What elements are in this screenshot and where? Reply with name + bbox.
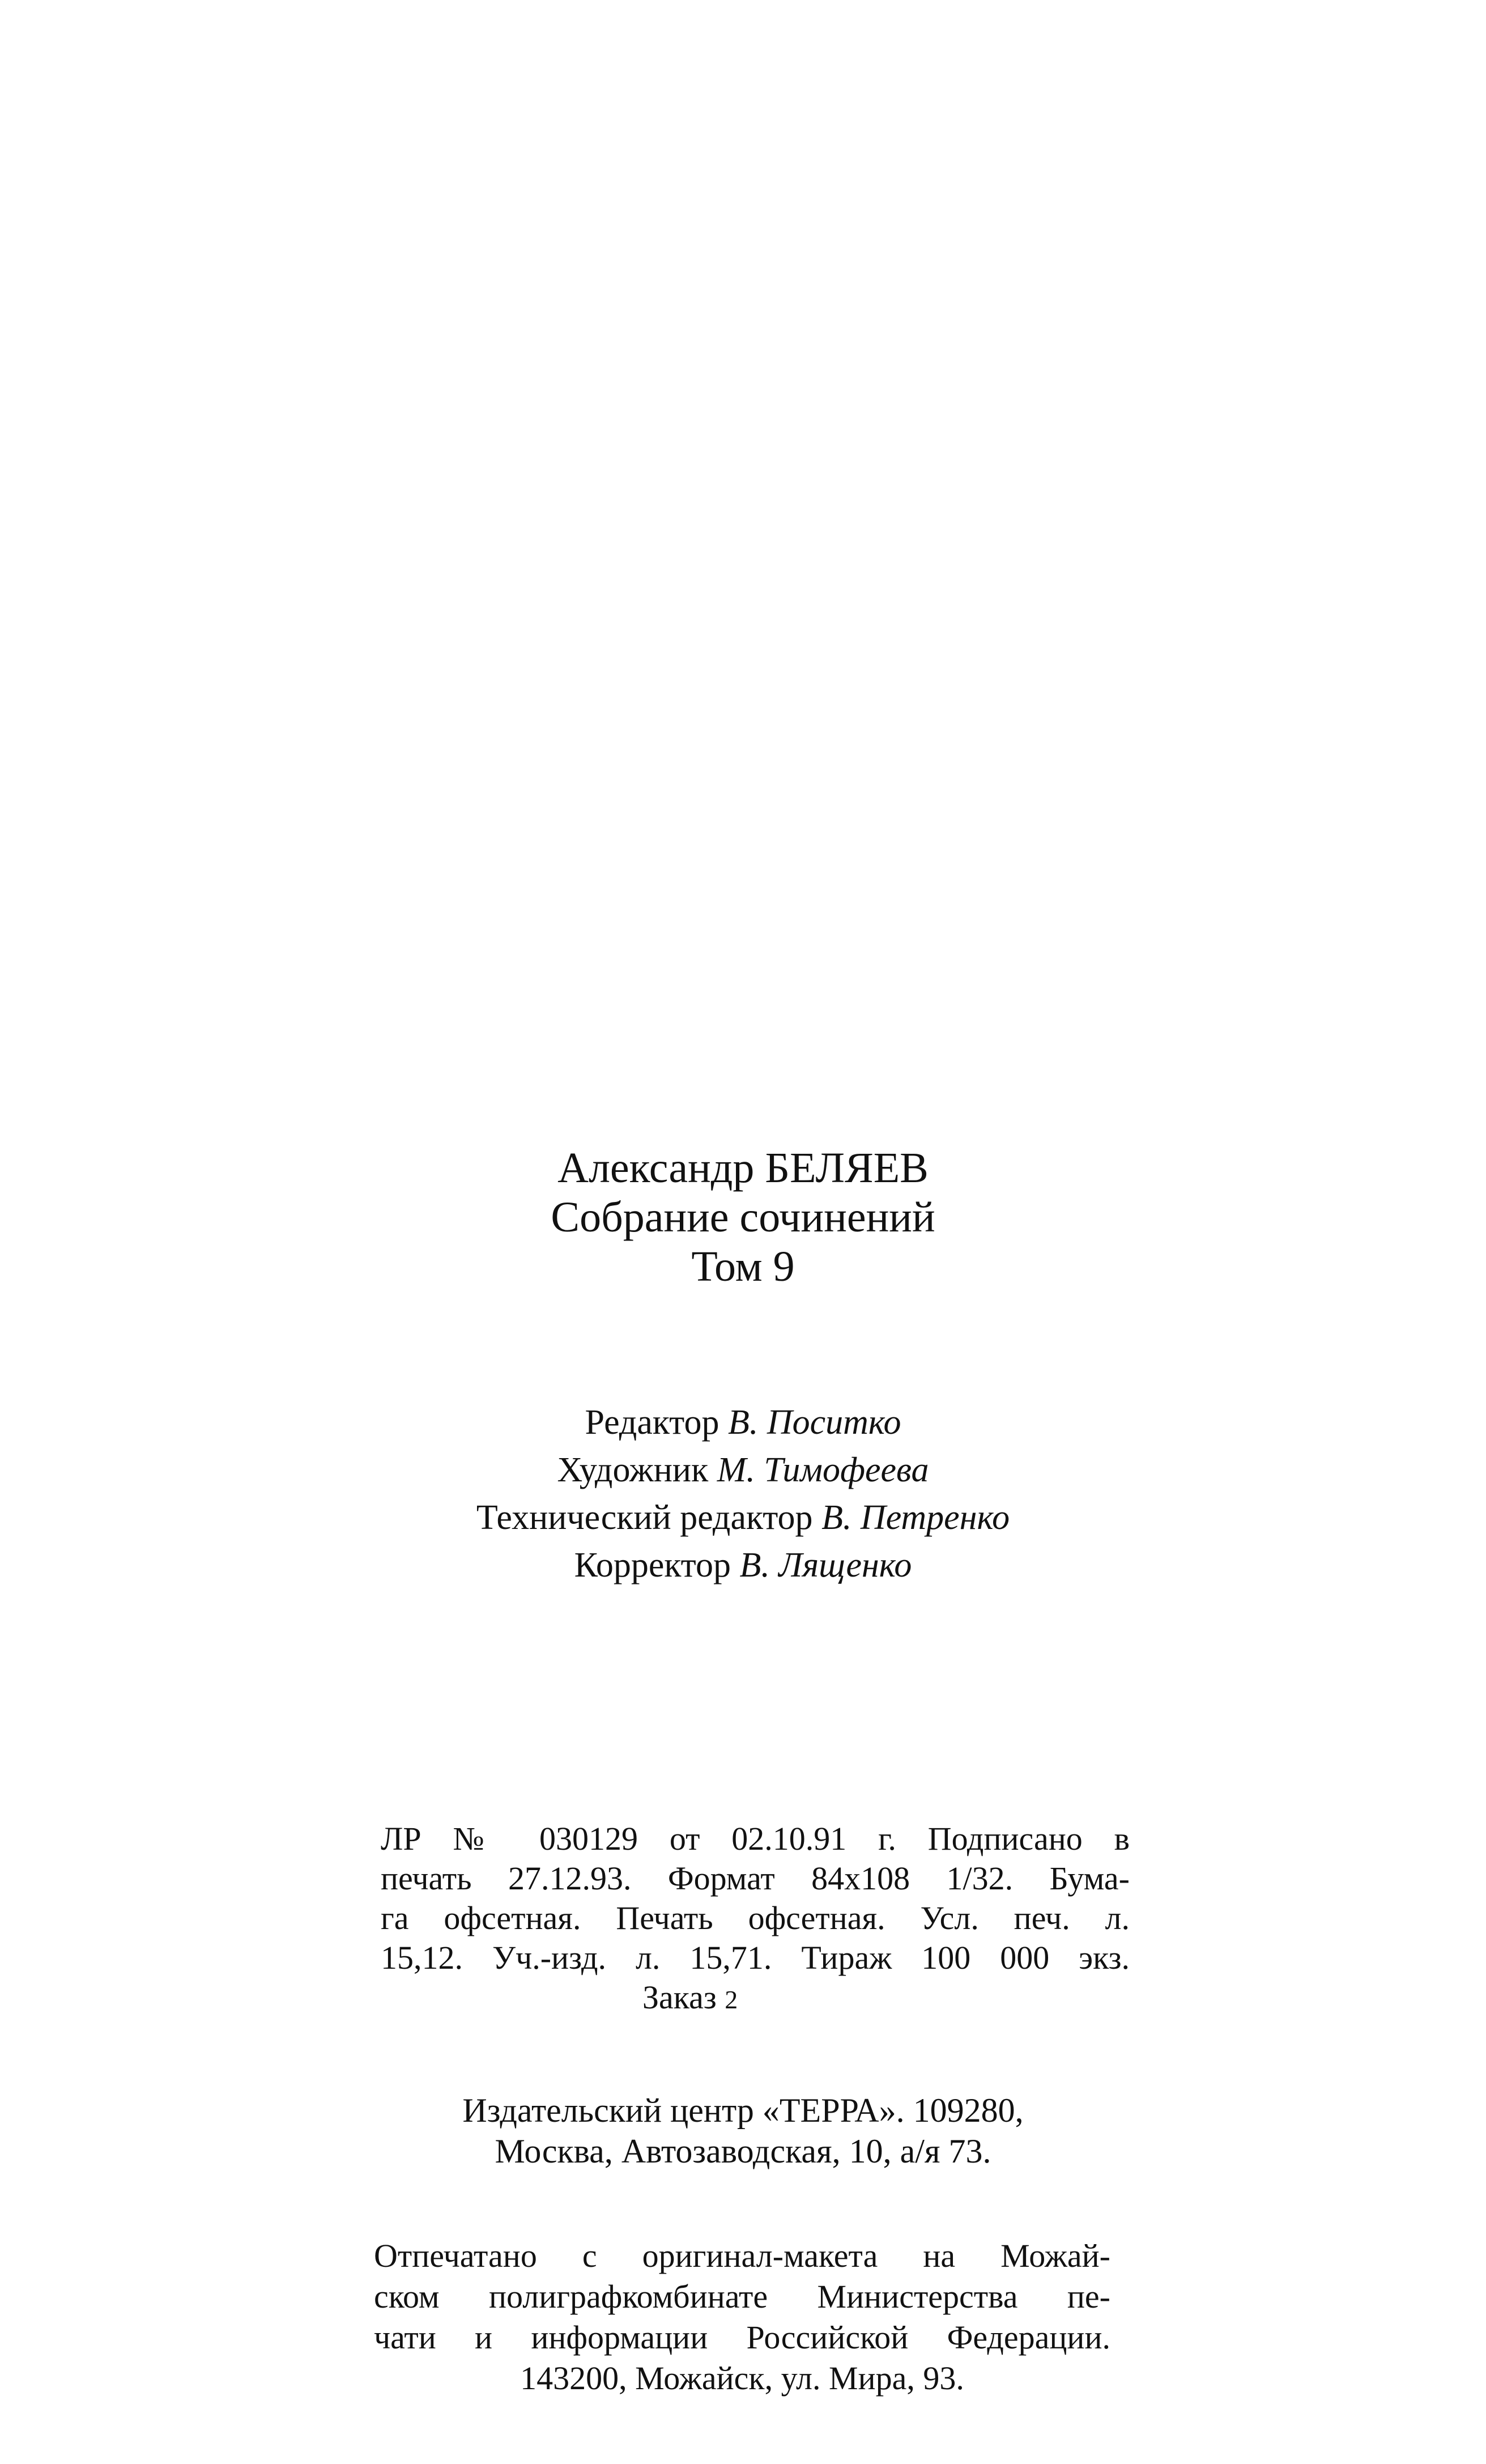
credit-name: В. Лященко [739, 1546, 912, 1584]
order-line [381, 1978, 1130, 2020]
order-label: Заказ [642, 1979, 717, 2016]
credit-artist [0, 1446, 1486, 1494]
credit-editor [0, 1399, 1486, 1446]
collection-title: Собрание сочинений [551, 1193, 935, 1241]
credit-role: Технический редактор [476, 1498, 813, 1537]
title-block [0, 1144, 1486, 1292]
printer-line: Отпечатано с оригинал-макета на Можай- [374, 2237, 1110, 2274]
imprint-line: га офсетная. Печать офсетная. Усл. печ. л. [381, 1900, 1130, 1936]
credits-block [0, 1399, 1486, 1589]
printer-block [374, 2236, 1110, 2399]
credit-role: Корректор [574, 1546, 731, 1584]
imprint-line: ЛР № 030129 от 02.10.91 г. Подписано в [381, 1820, 1130, 1857]
imprint-block [381, 1819, 1130, 2020]
imprint-line: печать 27.12.93. Формат 84х108 1/32. Бума- [381, 1860, 1130, 1897]
credit-role: Редактор [585, 1403, 719, 1442]
printer-line: ском полиграфкомбинате Министерства пе- [374, 2278, 1110, 2315]
volume-number: Том 9 [691, 1243, 795, 1290]
credit-proofreader [0, 1541, 1486, 1589]
credit-role: Художник [557, 1451, 709, 1489]
printer-address: 143200, Можайск, ул. Мира, 93. [520, 2360, 964, 2397]
credit-technical-editor [0, 1494, 1486, 1541]
publisher-line: Москва, Автозаводская, 10, а/я 73. [495, 2132, 991, 2170]
order-number: 2 [725, 1985, 738, 2014]
publisher-line: Издательский центр «ТЕРРА». 109280, [462, 2092, 1024, 2129]
credit-name: В. Петренко [821, 1498, 1010, 1537]
credit-name: В. Поситко [727, 1403, 901, 1442]
credit-name: М. Тимофеева [717, 1451, 929, 1489]
publisher-block [0, 2090, 1486, 2172]
imprint-line: 15,12. Уч.-изд. л. 15,71. Тираж 100 000 экз. [381, 1939, 1130, 1976]
printer-line: чати и информации Российской Федерации. [374, 2319, 1110, 2356]
author-name: Александр БЕЛЯЕВ [557, 1144, 929, 1192]
